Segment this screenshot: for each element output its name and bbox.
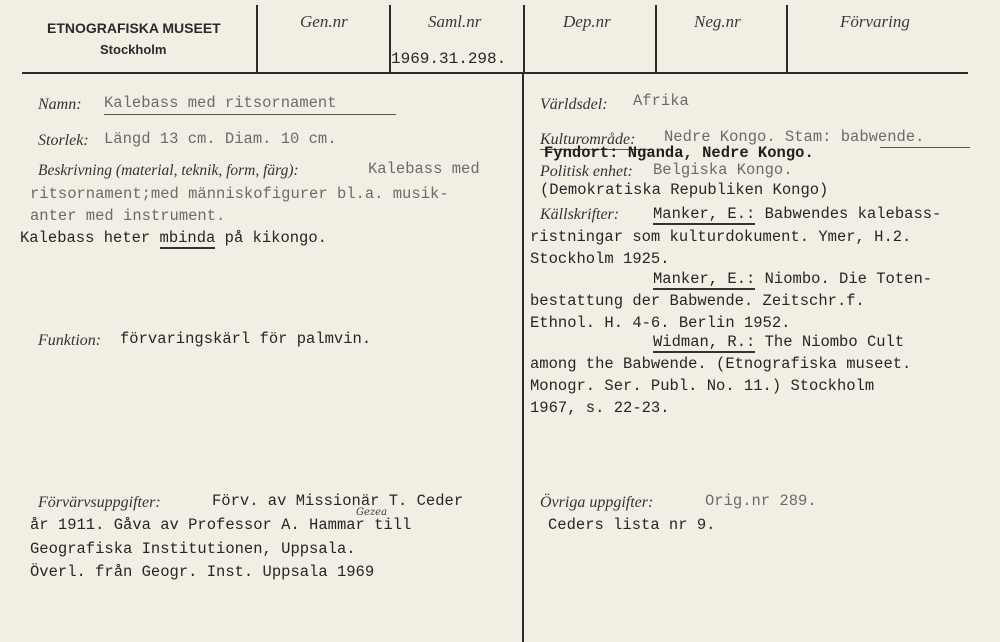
- reference-3-line-2: among the Babwende. (Etnografiska museet.: [530, 355, 912, 373]
- namn-label: Namn:: [38, 96, 82, 113]
- ovriga-line-2: Ceders lista nr 9.: [548, 516, 716, 534]
- reference-3-line-4: 1967, s. 22-23.: [530, 399, 670, 417]
- storlek-value: Längd 13 cm. Diam. 10 cm.: [104, 130, 337, 148]
- reference-3-line-3: Monogr. Ser. Publ. No. 11.) Stockholm: [530, 377, 875, 395]
- reference-3-author: Widman, R.:: [653, 333, 756, 351]
- kikongo-pre: Kalebass heter: [20, 229, 160, 247]
- reference-1-line-1: [653, 205, 941, 223]
- namn-underline: [104, 114, 396, 115]
- gen-nr-label: Gen.nr: [300, 12, 348, 31]
- beskrivning-line-3: anter med instrument.: [30, 207, 226, 225]
- funktion-label: Funktion:: [38, 332, 102, 349]
- reference-1-line-2: ristningar som kulturdokument. Ymer, H.2.: [530, 228, 912, 246]
- forvarv-line-2: år 1911. Gåva av Professor A. Hammar till: [30, 516, 412, 534]
- kikongo-post: på kikongo.: [215, 229, 327, 247]
- neg-nr-label: Neg.nr: [694, 12, 741, 31]
- museum-name: ETNOGRAFISKA MUSEET: [47, 20, 221, 36]
- saml-nr-value: 1969.31.298.: [391, 50, 507, 68]
- reference-1-line-3: Stockholm 1925.: [530, 250, 670, 268]
- kultur-value: Nedre Kongo. Stam: babwende.: [664, 128, 925, 146]
- forvarv-line-4: Överl. från Geogr. Inst. Uppsala 1969: [30, 563, 375, 581]
- namn-value: Kalebass med ritsornament: [104, 94, 337, 112]
- reference-2-line-3: Ethnol. H. 4-6. Berlin 1952.: [530, 314, 791, 332]
- forvarv-line-1: Förv. av Missionär T. Ceder: [212, 492, 464, 510]
- reference-2-title: Niombo. Die Toten-: [755, 270, 933, 288]
- politisk-label: Politisk enhet:: [540, 163, 633, 180]
- header-divider: [655, 5, 657, 72]
- kultur-underline: [880, 147, 970, 148]
- kallskrifter-label: Källskrifter:: [540, 206, 620, 223]
- reference-1-title: Babwendes kalebass-: [755, 205, 942, 223]
- forvaring-label: Förvaring: [840, 12, 910, 31]
- beskrivning-line-2: ritsornament;med människofigurer bl.a. musik-: [30, 185, 449, 203]
- forvarv-line-3: Geografiska Institutionen, Uppsala.: [30, 540, 356, 558]
- varldsdel-value: Afrika: [633, 92, 689, 110]
- header-rule: [22, 72, 968, 74]
- saml-nr-label: Saml.nr: [428, 12, 482, 31]
- column-divider: [522, 72, 524, 642]
- varldsdel-label: Världsdel:: [540, 96, 608, 113]
- header-divider: [786, 5, 788, 72]
- politisk-value: Belgiska Kongo.: [653, 161, 793, 179]
- reference-3-line-1: [653, 333, 904, 351]
- reference-1-author: Manker, E.:: [653, 205, 756, 223]
- beskrivning-label: Beskrivning (material, teknik, form, färg):: [38, 162, 299, 179]
- reference-3-title: The Niombo Cult: [755, 333, 905, 351]
- funktion-value: förvaringskärl för palmvin.: [120, 330, 372, 348]
- fyndort-value: Fyndort: Nganda, Nedre Kongo.: [544, 144, 814, 162]
- kikongo-line: [20, 229, 327, 247]
- ovriga-line-1: Orig.nr 289.: [705, 492, 817, 510]
- politisk-line-2: (Demokratiska Republiken Kongo): [540, 181, 829, 199]
- header-divider: [256, 5, 258, 72]
- kultur-label: Kulturområde:: [540, 131, 636, 148]
- museum-city: Stockholm: [100, 42, 167, 57]
- ovriga-label: Övriga uppgifter:: [540, 494, 654, 511]
- forvarv-label: Förvärvsuppgifter:: [38, 494, 161, 511]
- header-divider: [523, 5, 525, 72]
- storlek-label: Storlek:: [38, 132, 89, 149]
- forvarv-handwritten-note: Gezea: [356, 507, 388, 518]
- beskrivning-line-1: Kalebass med: [368, 160, 480, 178]
- reference-2-line-2: bestattung der Babwende. Zeitschr.f.: [530, 292, 865, 310]
- reference-2-line-1: [653, 270, 932, 288]
- reference-2-author: Manker, E.:: [653, 270, 756, 288]
- dep-nr-label: Dep.nr: [563, 12, 611, 31]
- kikongo-word: mbinda: [159, 229, 216, 247]
